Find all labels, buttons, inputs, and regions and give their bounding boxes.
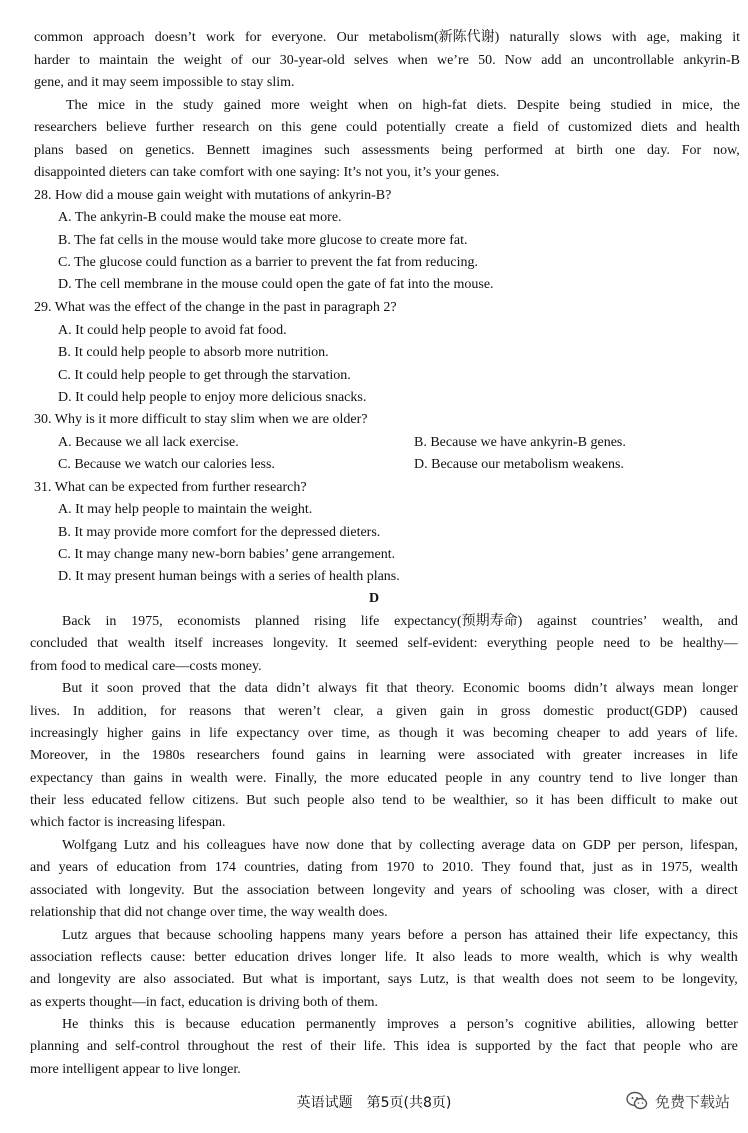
question-option: D. It may present human beings with a series of health plans. — [58, 569, 400, 584]
passage-d-line: planning and self-control throughout the rest of their life. This idea is supported by the fact that people who are — [30, 1039, 738, 1054]
question-option: A. It could help people to avoid fat food. — [58, 323, 287, 338]
question-option: D. Because our metabolism weakens. — [414, 457, 624, 472]
passage-d-line: relationship that did not change over time, the way wealth does. — [30, 905, 388, 920]
passage-c-line: The mice in the study gained more weight when on high-fat diets. Despite being studied in mice, the — [66, 98, 740, 113]
passage-d-line: Lutz argues that because schooling happens many years before a person has attained their life expectancy, this — [62, 928, 738, 943]
question-stem: 29. What was the effect of the change in the past in paragraph 2? — [34, 300, 397, 315]
passage-d-line: Back in 1975, economists planned rising life expectancy(预期寿命) against countries’ wealth, and — [62, 614, 738, 629]
passage-d-line: But it soon proved that the data didn’t always fit that theory. Economic booms didn’t always mean longer — [62, 681, 738, 696]
question-option: C. It could help people to get through the starvation. — [58, 368, 351, 383]
passage-d-line: which factor is increasing lifespan. — [30, 815, 226, 830]
question-option: A. The ankyrin-B could make the mouse eat more. — [58, 210, 342, 225]
watermark-text: 免费下载站 — [654, 1092, 730, 1111]
passage-c-line: plans based on genetics. Bennett imagines such assessments being performed at birth one day. For now, — [34, 143, 740, 158]
passage-d-heading: D — [368, 591, 380, 606]
passage-d-line: expectancy than gains in wealth were. Finally, the more educated people in any country tend to live longer than — [30, 771, 738, 786]
passage-d-line: concluded that wealth itself increases longevity. It seemed self-evident: everything people need to be healthy— — [30, 636, 738, 651]
question-stem: 31. What can be expected from further research? — [34, 480, 307, 495]
passage-d-line: associated with longevity. But the association between longevity and years of schooling was closer, with a direct — [30, 883, 738, 898]
watermark — [625, 1088, 730, 1114]
question-option: A. It may help people to maintain the weight. — [58, 502, 313, 517]
passage-d-line: from food to medical care—costs money. — [30, 659, 262, 674]
passage-d-line: as experts thought—in fact, education is driving both of them. — [30, 995, 378, 1010]
passage-d-line: and years of education from 174 countries, dating from 1970 to 2010. They found that, just as in 1975, wealth — [30, 860, 738, 875]
question-option: D. It could help people to enjoy more delicious snacks. — [58, 390, 367, 405]
passage-d-line: Moreover, in the 1980s researchers found gains in learning were associated with greater increases in life — [30, 748, 738, 763]
passage-d-line: Wolfgang Lutz and his colleagues have now done that by collecting average data on GDP per person, lifespan, — [62, 838, 738, 853]
question-option: A. Because we all lack exercise. — [58, 435, 239, 450]
passage-d-line: their less educated fellow citizens. But such people also tend to be wealthier, so it has been difficult to make out — [30, 793, 738, 808]
passage-d-line: more intelligent appear to live longer. — [30, 1062, 241, 1077]
page-footer: 英语试题 第5页(共8页) — [296, 1095, 452, 1111]
question-option: B. Because we have ankyrin-B genes. — [414, 435, 626, 450]
question-stem: 28. How did a mouse gain weight with mutations of ankyrin-B? — [34, 188, 392, 203]
question-stem: 30. Why is it more difficult to stay slim when we are older? — [34, 412, 368, 427]
question-option: B. It may provide more comfort for the depressed dieters. — [58, 525, 381, 540]
passage-d-line: He thinks this is because education permanently improves a person’s cognitive abilities, allowing better — [62, 1017, 738, 1032]
passage-c-line: common approach doesn’t work for everyone. Our metabolism(新陈代谢) naturally slows with age, making it — [34, 30, 740, 45]
question-option: C. Because we watch our calories less. — [58, 457, 275, 472]
passage-c-line: harder to maintain the weight of our 30-year-old selves when we’re 50. Now add an uncontrollable ankyrin-B — [34, 53, 740, 68]
passage-d-line: and longevity are also associated. But what is important, says Lutz, is that wealth does not seem to be longevity, — [30, 972, 738, 987]
question-option: C. It may change many new-born babies’ gene arrangement. — [58, 547, 396, 562]
question-option: C. The glucose could function as a barrier to prevent the fat from reducing. — [58, 255, 478, 270]
question-option: D. The cell membrane in the mouse could open the gate of fat into the mouse. — [58, 277, 494, 292]
question-option: B. The fat cells in the mouse would take more glucose to create more fat. — [58, 233, 468, 248]
passage-c-line: disappointed dieters can take comfort with one saying: It’s not you, it’s your genes. — [34, 165, 500, 180]
wechat-icon — [625, 1089, 649, 1113]
passage-d-line: lives. In addition, for reasons that weren’t clear, a given gain in gross domestic product(GDP) caused — [30, 704, 738, 719]
passage-c-line: gene, and it may seem impossible to stay slim. — [34, 75, 295, 90]
passage-d-line: association reflects cause: better education drives longer life. It also leads to more wealth, which is why wealth — [30, 950, 738, 965]
question-option: B. It could help people to absorb more nutrition. — [58, 345, 329, 360]
passage-d-line: increasingly higher gains in life expectancy over time, as though it was becoming cheaper to add years of life. — [30, 726, 738, 741]
passage-c-line: researchers believe further research on this gene could potentially create a field of customized diets and health — [34, 120, 740, 135]
